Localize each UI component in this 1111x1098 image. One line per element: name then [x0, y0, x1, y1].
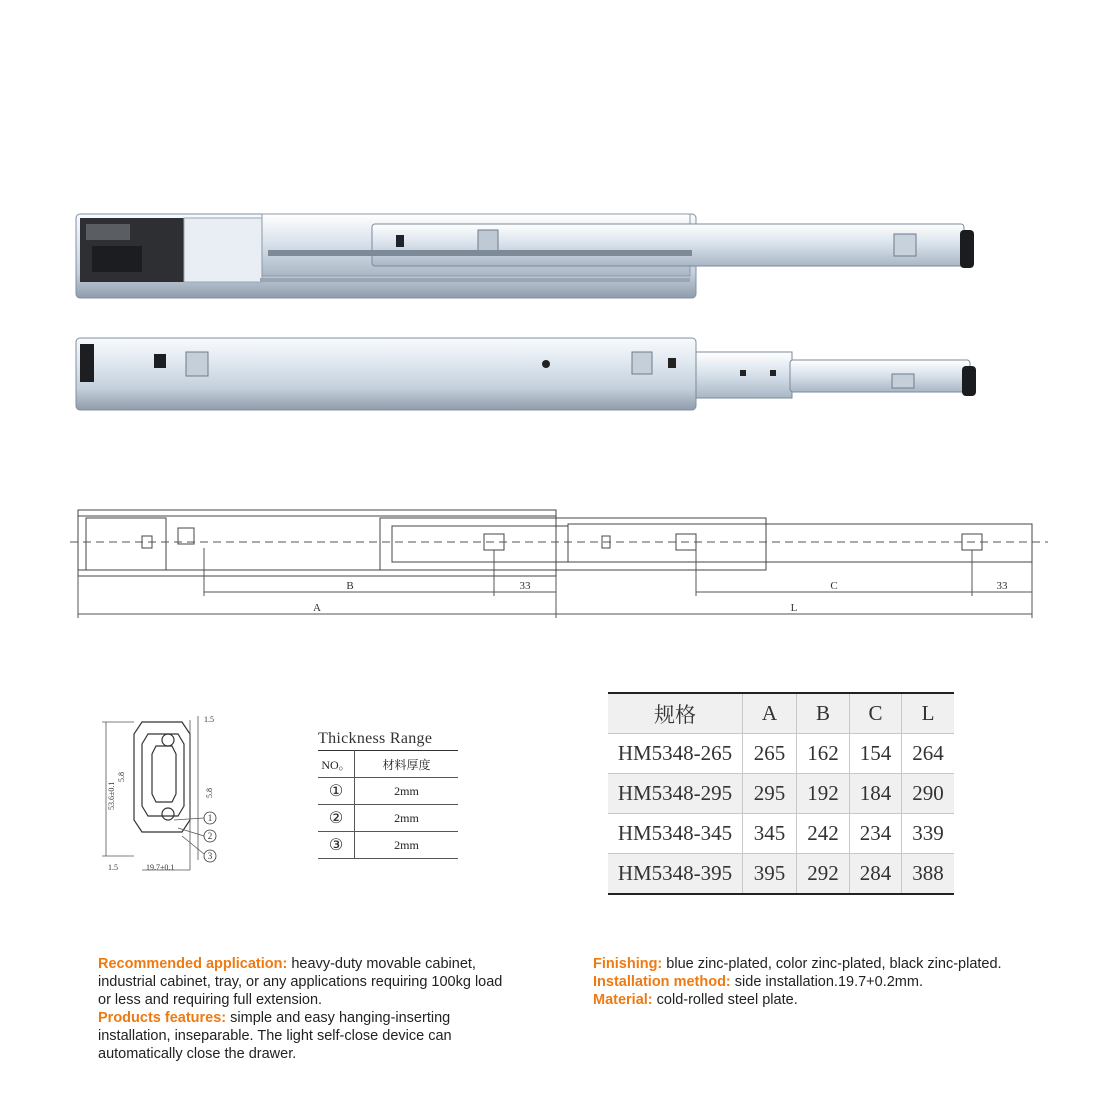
spec-cell: 339	[902, 814, 955, 854]
features-label: Products features:	[98, 1010, 227, 1026]
spec-cell: 290	[902, 774, 955, 814]
table-row	[318, 778, 458, 805]
spec-header: B	[797, 693, 850, 734]
dim-right: 5.8	[205, 788, 214, 798]
table-row	[318, 832, 458, 859]
spec-cell: 234	[850, 814, 902, 854]
spec-cell: 395	[743, 854, 797, 895]
slide-photo-extended	[0, 330, 1111, 420]
callout-2: 2	[207, 831, 213, 841]
dim-a-label: A	[313, 602, 321, 614]
spec-cell: 264	[902, 734, 955, 774]
spec-cell: 192	[797, 774, 850, 814]
slide-photo-closed	[0, 190, 1111, 310]
thickness-no: ③	[318, 832, 355, 859]
spec-cell: 292	[797, 854, 850, 895]
dim-c-label: C	[830, 580, 838, 592]
thickness-value: 2mm	[355, 832, 459, 859]
table-row	[318, 805, 458, 832]
spec-cell: HM5348-265	[608, 734, 743, 774]
product-features	[98, 1009, 518, 1063]
features-text: simple and easy hanging-inserting installation, inseparable. The light self-close device can automatically close the drawer.	[98, 1010, 452, 1062]
material-label: Material:	[593, 992, 653, 1008]
spec-cell: 242	[797, 814, 850, 854]
spec-cell: 388	[902, 854, 955, 895]
installation-label: Installation method:	[593, 974, 731, 990]
dim-width: 19.7±0.1	[146, 863, 175, 872]
spec-cell: HM5348-345	[608, 814, 743, 854]
finishing-text: blue zinc-plated, color zinc-plated, black zinc-plated.	[662, 956, 1002, 972]
finishing	[593, 955, 1073, 973]
thickness-header-no: NO。	[318, 751, 355, 778]
spec-cell: 162	[797, 734, 850, 774]
callout-1: 1	[207, 813, 213, 823]
dim-height: 53.6±0.1	[107, 781, 116, 810]
table-row	[608, 814, 954, 854]
dim-b-label: B	[346, 580, 354, 592]
spec-table	[608, 692, 954, 895]
spec-cell: 284	[850, 854, 902, 895]
dim-left: 1.5	[108, 863, 118, 872]
spec-cell: 345	[743, 814, 797, 854]
thickness-table	[318, 728, 458, 859]
recommended-label: Recommended application:	[98, 956, 288, 972]
thickness-title: Thickness Range	[318, 730, 433, 747]
table-row	[608, 774, 954, 814]
thickness-header-value: 材料厚度	[355, 751, 459, 778]
table-row	[608, 854, 954, 895]
installation-text: side installation.19.7+0.2mm.	[730, 974, 923, 990]
spec-cell: HM5348-395	[608, 854, 743, 895]
spec-cell: 295	[743, 774, 797, 814]
thickness-no: ①	[318, 778, 355, 805]
spec-cell: 184	[850, 774, 902, 814]
spec-cell: HM5348-295	[608, 774, 743, 814]
dim-top: 1.5	[204, 715, 214, 724]
spec-cell: 265	[743, 734, 797, 774]
thickness-value: 2mm	[355, 778, 459, 805]
recommended-application	[98, 955, 518, 1009]
slide-side-drawing	[0, 500, 1111, 630]
material	[593, 991, 1073, 1009]
callout-3: 3	[207, 851, 213, 861]
info-left	[98, 955, 518, 1063]
recommended-text: heavy-duty movable cabinet, industrial cabinet, tray, or any applications requiring 100kg load or less and requiring full extension.	[98, 956, 503, 1008]
info-right	[593, 955, 1073, 1009]
thickness-value: 2mm	[355, 805, 459, 832]
dim-l-label: L	[790, 602, 798, 614]
dim-b-offset: 33	[519, 580, 531, 592]
dim-inner: 5.8	[117, 772, 126, 782]
dim-c-offset: 33	[996, 580, 1008, 592]
finishing-label: Finishing:	[593, 956, 663, 972]
spec-header: A	[743, 693, 797, 734]
spec-cell: 154	[850, 734, 902, 774]
table-row	[608, 734, 954, 774]
material-text: cold-rolled steel plate.	[652, 992, 798, 1008]
spec-header: L	[902, 693, 955, 734]
thickness-no: ②	[318, 805, 355, 832]
cross-section-drawing	[100, 710, 230, 880]
spec-header: C	[850, 693, 902, 734]
spec-header: 规格	[608, 693, 743, 734]
installation-method	[593, 973, 1073, 991]
